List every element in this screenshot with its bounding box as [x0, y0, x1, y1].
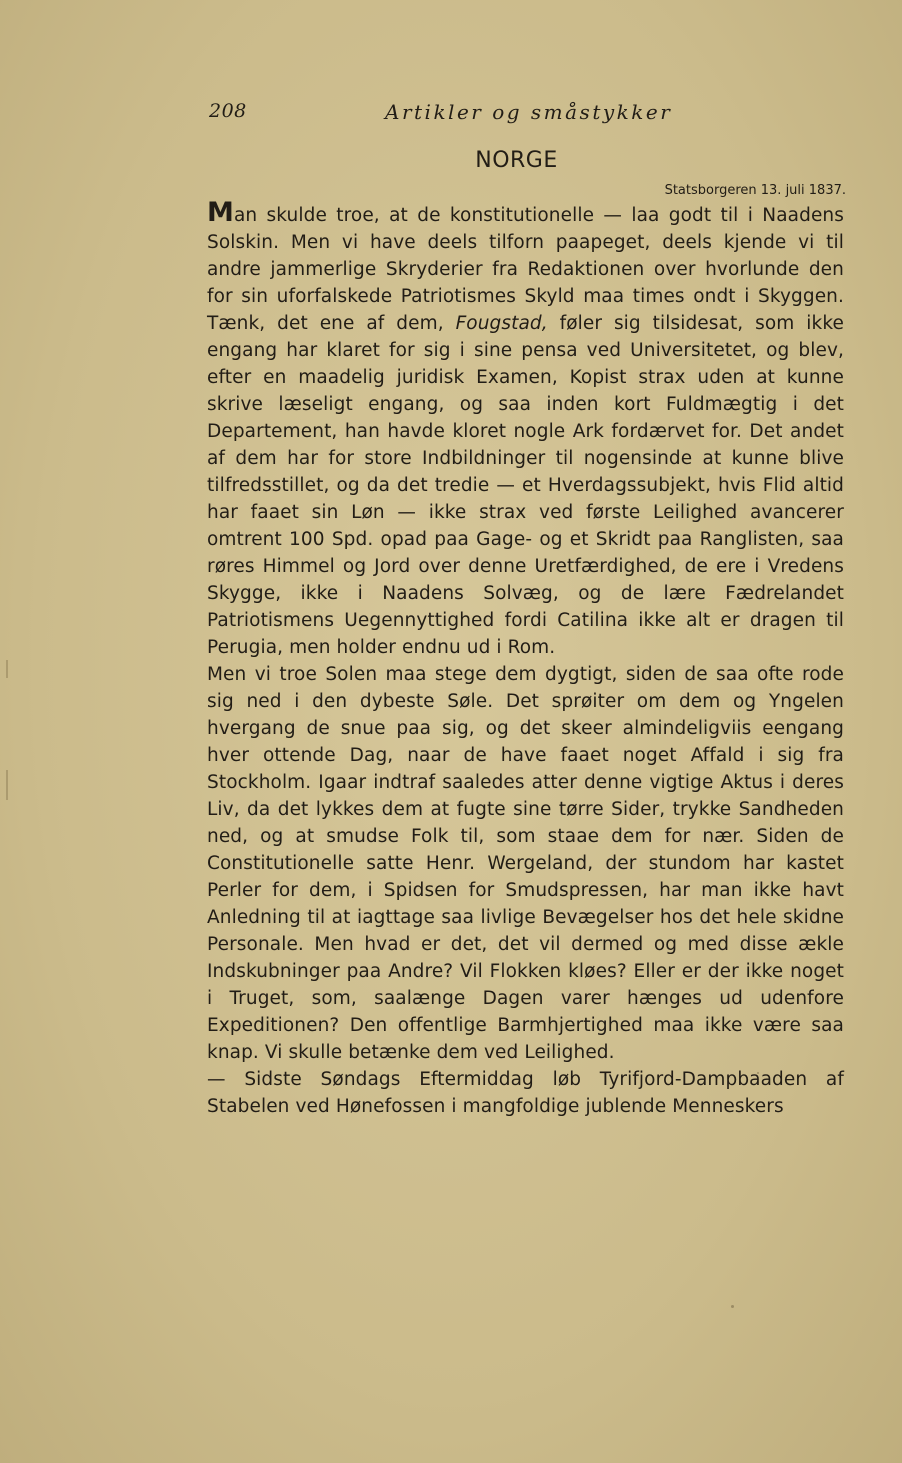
margin-stain [6, 770, 8, 800]
paragraph [207, 197, 844, 661]
paragraph-text: an skulde troe, at de konstitutionelle — laa godt til i Naadens Solskin. Men vi have deels tilforn paapeget, deels kjende vi til andre jammerlige Skryderier fra Redaktionen over hvorlunde den for sin uforfalskede Patriotismes Skyld maa times ondt i Skyggen. Tænk, det ene af dem, [207, 205, 844, 334]
book-page [207, 100, 844, 1120]
article-title: NORGE [475, 148, 558, 173]
article-body [207, 197, 844, 1120]
article-source: Statsborgeren 13. juli 1837. [664, 183, 846, 198]
running-title: Artikler og småstykker [385, 100, 673, 124]
drop-cap: M [207, 197, 234, 228]
paragraph: — Sidste Søndags Eftermiddag løb Tyrifjord-Dampbaaden af Stabelen ved Hønefossen i mangfoldige jublende Menneskers [207, 1069, 844, 1117]
margin-stain [6, 660, 8, 678]
paragraph: Men vi troe Solen maa stege dem dygtigt, siden de saa ofte rode sig ned i den dybeste Søle. Det sprøiter om dem og Yngelen hvergang de snue paa sig, og det skeer almindeligviis eengang hver ottende Dag, naar de have faaet noget Affald i sig fra Stockholm. Igaar indtraf saaledes atter denne vigtige Aktus i deres Liv, da det lykkes dem at fugte sine tørre Sider, trykke Sandheden ned, og at smudse Folk til, som staae dem for nær. Siden de Constitutionelle satte Henr. Wergeland, der stundom har kastet Perler for dem, i Spidsen for Smudspressen, har man ikke havt Anledning til at iagttage saa livlige Bevægelser hos det hele skidne Personale. Men hvad er det, det vil dermed og med disse ækle Indskubninger paa Andre? Vil Flokken kløes? Eller er der ikke noget i Truget, som, saalænge Dagen varer hænges ud udenfore Expeditionen? Den offentlige Barmhjertighed maa ikke være saa knap. Vi skulle betænke dem ved Leilighed. [207, 664, 844, 1063]
page-number: 208 [209, 100, 247, 122]
person-name: Fougstad, [455, 313, 548, 334]
paper-speck [731, 1305, 734, 1308]
paragraph-text: føler sig tilsidesat, som ikke engang har klaret for sig i sine pensa ved Universitetet, og blev, efter en maadelig juridisk Examen, Kopist strax uden at kunne skrive læseligt engang, og saa inden kort Fuldmægtig i det Departement, han havde kloret nogle Ark fordærvet for. Det andet af dem har for store Indbildninger til nogensinde at kunne blive tilfredsstillet, og da det tredie — et Hverdagssubjekt, hvis Flid altid har faaet sin Løn — ikke strax ved første Leilighed avancerer omtrent 100 Spd. opad paa Gage- og et Skridt paa Ranglisten, saa røres Himmel og Jord over denne Uretfærdighed, de ere i Vredens Skygge, ikke i Naadens Solvæg, og de lære Fædrelandet Patriotismens Uegennyttighed fordi Catilina ikke alt er dragen til Perugia, men holder endnu ud i Rom. [207, 313, 844, 658]
running-head [207, 100, 844, 134]
